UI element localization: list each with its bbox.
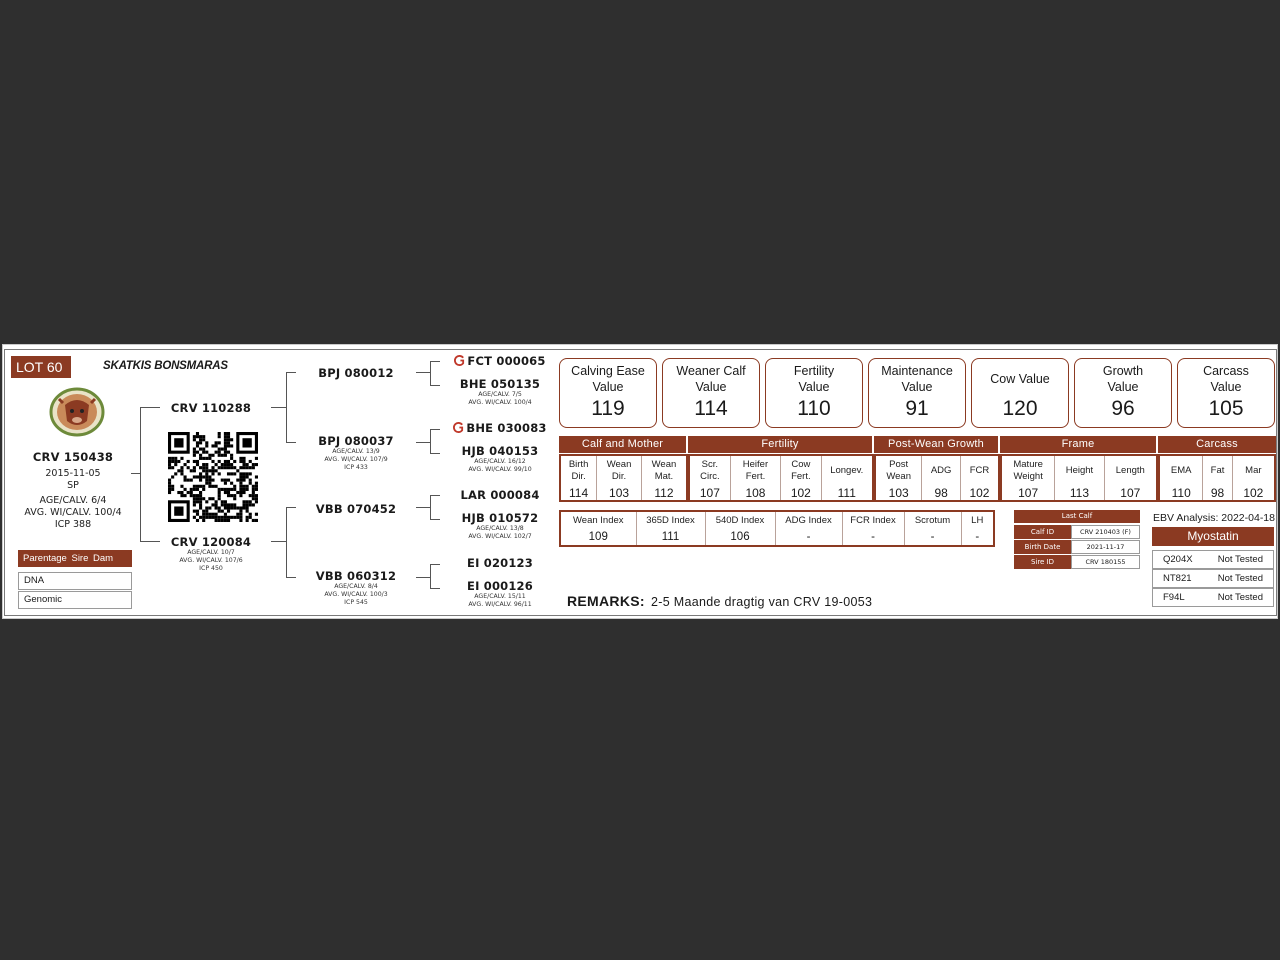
value-title: Maintenance (881, 364, 953, 378)
last-calf-value: CRV 210403 (F) (1071, 525, 1140, 539)
qr-code (168, 432, 258, 522)
parentage-genomic: Genomic (18, 591, 132, 609)
g3-animal-8 (445, 579, 555, 609)
g3-animal-id: EI 000126 (467, 579, 533, 593)
index-value: - (961, 529, 994, 546)
ebv-value: 107 (699, 485, 720, 500)
last-calf-row (1014, 540, 1140, 554)
g3-animal-id: HJB 010572 (461, 511, 539, 525)
index-label: Scrotum (904, 511, 961, 529)
ebv-label: Scr. Circ. (700, 459, 720, 482)
lot-card (2, 344, 1278, 619)
value-number: 114 (694, 397, 728, 420)
value-title: Value (592, 380, 624, 394)
remarks-label: REMARKS: (567, 593, 645, 609)
dam-age-calv: AGE/CALV. 10/7 (187, 549, 235, 556)
pedigree-line (416, 507, 430, 508)
ebv-value: 107 (1104, 485, 1157, 501)
myostatin-code: NT821 (1163, 573, 1192, 584)
pedigree-line (430, 361, 431, 386)
genomic-g-icon (453, 422, 464, 433)
lot-card-frame (4, 349, 1277, 616)
last-calf-label: Calf ID (1014, 525, 1071, 539)
myostatin-result: Not Tested (1217, 592, 1263, 603)
value-title: Calving Ease (571, 364, 645, 378)
myostatin-row (1152, 588, 1274, 607)
ebv-value: 102 (1232, 485, 1275, 501)
index-label: LH (961, 511, 994, 529)
pedigree-line (430, 564, 431, 589)
ebv-table-frame (1000, 454, 1158, 502)
dam-dam-icp: ICP 545 (344, 599, 368, 606)
last-calf-row (1014, 525, 1140, 539)
pedigree-line (430, 495, 431, 520)
g3-animal-3 (445, 421, 555, 435)
ebv-value: 98 (1203, 485, 1232, 501)
animal-id: CRV 150438 (32, 450, 114, 464)
ebv-value: 112 (641, 485, 687, 501)
animal-birth-date: 2015-11-05 (45, 468, 101, 479)
dam-dam-id: VBB 060312 (315, 569, 397, 583)
pedigree-line (416, 372, 430, 373)
animal-icp: ICP 388 (54, 519, 92, 530)
animal-age-calv: AGE/CALV. 6/4 (39, 495, 107, 506)
ebv-label: Mature Weight (1013, 459, 1043, 482)
g3-animal-id: HJB 040153 (461, 444, 539, 458)
g3-avg: AVG. WI/CALV. 96/11 (468, 601, 532, 608)
pedigree-line (286, 372, 287, 442)
index-value: 111 (636, 529, 705, 546)
myostatin-code: Q204X (1163, 554, 1193, 565)
myostatin-result: Not Tested (1217, 573, 1263, 584)
dam-dam-avg: AVG. WI/CALV. 100/3 (324, 591, 388, 598)
ebv-analysis-date: EBV Analysis: 2022-04-18 (1153, 512, 1275, 524)
pedigree-line (140, 407, 141, 541)
g3-avg: AVG. WI/CALV. 100/4 (468, 399, 532, 406)
pedigree-line (271, 541, 286, 542)
ebv-label: Fat (1203, 455, 1232, 485)
pedigree-line (131, 473, 140, 474)
dam-avg: AVG. WI/CALV. 107/6 (179, 557, 243, 564)
ebv-value: 103 (597, 485, 642, 501)
lot-number: LOT 60 (11, 356, 71, 378)
pedigree-line (430, 429, 440, 430)
index-value: 109 (588, 531, 608, 543)
value-title: Value (1210, 380, 1242, 394)
g3-animal-4 (445, 444, 555, 474)
ebv-value: 107 (1018, 485, 1039, 500)
value-title: Weaner Calf (676, 364, 746, 378)
index-label: 365D Index (636, 511, 705, 529)
last-calf-row (1014, 555, 1140, 569)
ebv-value: 102 (960, 485, 999, 501)
ebv-label: Length (1104, 455, 1157, 485)
genomic-g-icon (454, 355, 465, 366)
pedigree-line (430, 564, 440, 565)
value-box-growth (1074, 358, 1172, 428)
myostatin-code: F94L (1163, 592, 1185, 603)
value-title: Value (798, 380, 830, 394)
value-title: Carcass (1203, 364, 1249, 378)
animal-info (15, 450, 131, 531)
ebv-value: 103 (888, 485, 909, 500)
sire-dam-avg: AVG. WI/CALV. 107/9 (324, 456, 388, 463)
ebv-label: Heifer Fert. (730, 455, 780, 485)
ebv-label: FCR (960, 455, 999, 485)
g3-animal-6 (445, 511, 555, 541)
last-calf-header: Last Calf (1014, 510, 1140, 523)
value-box-maintenance (868, 358, 966, 428)
last-calf-label: Birth Date (1014, 540, 1071, 554)
pedigree-line (416, 577, 430, 578)
index-label: ADG Index (775, 511, 842, 529)
ebv-label: EMA (1170, 464, 1192, 476)
ebv-label: Wean Dir. (597, 455, 642, 485)
myostatin-header: Myostatin (1152, 527, 1274, 546)
parentage-dna: DNA (18, 572, 132, 590)
ebv-value: 113 (1055, 485, 1104, 501)
ebv-label: Cow Fert. (781, 455, 821, 485)
g3-age-calv: AGE/CALV. 16/12 (474, 458, 526, 465)
pedigree-line (286, 442, 296, 443)
pedigree-line (430, 385, 440, 386)
last-calf-value: CRV 180155 (1071, 555, 1140, 569)
ebv-value: 110 (1171, 485, 1191, 500)
g3-age-calv: AGE/CALV. 7/5 (478, 391, 522, 398)
value-title: Value (695, 380, 727, 394)
dam-sire-id: VBB 070452 (315, 502, 397, 516)
pedigree-line (430, 361, 440, 362)
ebv-value: 114 (569, 485, 589, 500)
ebv-table-post-wean (874, 454, 1000, 502)
dam-info (155, 535, 267, 573)
value-number: 96 (1111, 397, 1135, 420)
value-box-fertility (765, 358, 863, 428)
value-number: 120 (1002, 397, 1038, 420)
index-value: - (775, 529, 842, 546)
index-label: Wean Index (572, 515, 624, 526)
sire-dam-id: BPJ 080037 (318, 434, 394, 448)
index-value: 106 (705, 529, 775, 546)
ebv-group-calf-mother: Calf and Mother (559, 436, 686, 453)
g3-animal-5: LAR 000084 (460, 488, 540, 502)
value-box-weaner-calf (662, 358, 760, 428)
value-title: Value (1107, 380, 1139, 394)
g3-animal-7: EI 020123 (467, 556, 533, 570)
ebv-label: Longev. (821, 455, 873, 485)
ebv-group-frame: Frame (1000, 436, 1156, 453)
ebv-group-carcass: Carcass (1158, 436, 1276, 453)
ebv-label: Post Wean (886, 459, 911, 482)
pedigree-line (286, 507, 287, 577)
ebv-table-fertility (688, 454, 874, 502)
farm-logo (49, 387, 105, 437)
g3-animal-id: BHE 050135 (459, 377, 541, 391)
g3-animal-1 (445, 354, 555, 368)
pedigree-line (430, 453, 440, 454)
dam-icp: ICP 450 (199, 565, 223, 572)
ebv-label: ADG (922, 455, 961, 485)
value-number: 91 (905, 397, 929, 420)
ebv-value: 108 (730, 485, 780, 501)
dam-dam-info (301, 569, 411, 607)
g3-animal-id: BHE 030083 (466, 421, 547, 435)
pedigree-line (430, 429, 431, 454)
value-title: Growth (1102, 364, 1144, 378)
index-table (559, 510, 995, 547)
index-value: - (904, 529, 961, 546)
ebv-label: Mar (1232, 455, 1275, 485)
ebv-group-fertility: Fertility (688, 436, 872, 453)
value-title: Cow Value (990, 372, 1050, 386)
sire-id: CRV 110288 (170, 401, 252, 415)
pedigree-line (286, 577, 296, 578)
value-number: 110 (797, 397, 831, 420)
last-calf-value: 2021-11-17 (1071, 540, 1140, 554)
pedigree-line (430, 519, 440, 520)
ebv-label: Birth Dir. (568, 459, 589, 482)
g3-animal-id: FCT 000065 (467, 354, 546, 368)
ebv-group-post-wean: Post-Wean Growth (874, 436, 998, 453)
g3-animal-2 (445, 377, 555, 407)
pedigree-line (286, 507, 296, 508)
pedigree-line (430, 495, 440, 496)
myostatin-result: Not Tested (1217, 554, 1263, 565)
ebv-label: Wean Mat. (641, 455, 687, 485)
value-number: 119 (591, 397, 625, 420)
ebv-label: Height (1055, 455, 1104, 485)
ebv-value: 102 (781, 485, 821, 501)
index-label: 540D Index (705, 511, 775, 529)
myostatin-row (1152, 550, 1274, 569)
g3-avg: AVG. WI/CALV. 99/10 (468, 466, 532, 473)
sire-dam-info (301, 434, 411, 472)
last-calf-label: Sire ID (1014, 555, 1071, 569)
g3-age-calv: AGE/CALV. 15/11 (474, 593, 526, 600)
parentage-header: Parentage Sire Dam (18, 550, 132, 567)
remarks-text: 2-5 Maande dragtig van CRV 19-0053 (651, 595, 873, 609)
sire-sire-id: BPJ 080012 (318, 366, 394, 380)
farm-name: SKATKIS BONSMARAS (103, 360, 228, 372)
value-title: Fertility (793, 364, 835, 378)
myostatin-row (1152, 569, 1274, 588)
value-title: Value (901, 380, 933, 394)
dam-dam-age-calv: AGE/CALV. 8/4 (334, 583, 378, 590)
value-box-carcass (1177, 358, 1275, 428)
g3-avg: AVG. WI/CALV. 102/7 (468, 533, 532, 540)
sire-dam-age-calv: AGE/CALV. 13/9 (332, 448, 380, 455)
index-value: - (842, 529, 904, 546)
dam-id: CRV 120084 (170, 535, 252, 549)
pedigree-line (416, 442, 430, 443)
ebv-table-calf-mother (559, 454, 688, 502)
pedigree-line (271, 407, 286, 408)
ebv-value: 111 (821, 485, 873, 501)
ebv-value: 98 (922, 485, 961, 501)
value-box-calving-ease (559, 358, 657, 428)
g3-age-calv: AGE/CALV. 13/8 (476, 525, 524, 532)
index-label: FCR Index (842, 511, 904, 529)
pedigree-line (430, 588, 440, 589)
value-number: 105 (1208, 397, 1244, 420)
animal-avg-wi: AVG. WI/CALV. 100/4 (24, 507, 122, 518)
pedigree-line (286, 372, 296, 373)
value-box-cow-value (971, 358, 1069, 428)
ebv-table-carcass (1158, 454, 1276, 502)
sire-dam-icp: ICP 433 (344, 464, 368, 471)
animal-code: SP (67, 480, 79, 491)
